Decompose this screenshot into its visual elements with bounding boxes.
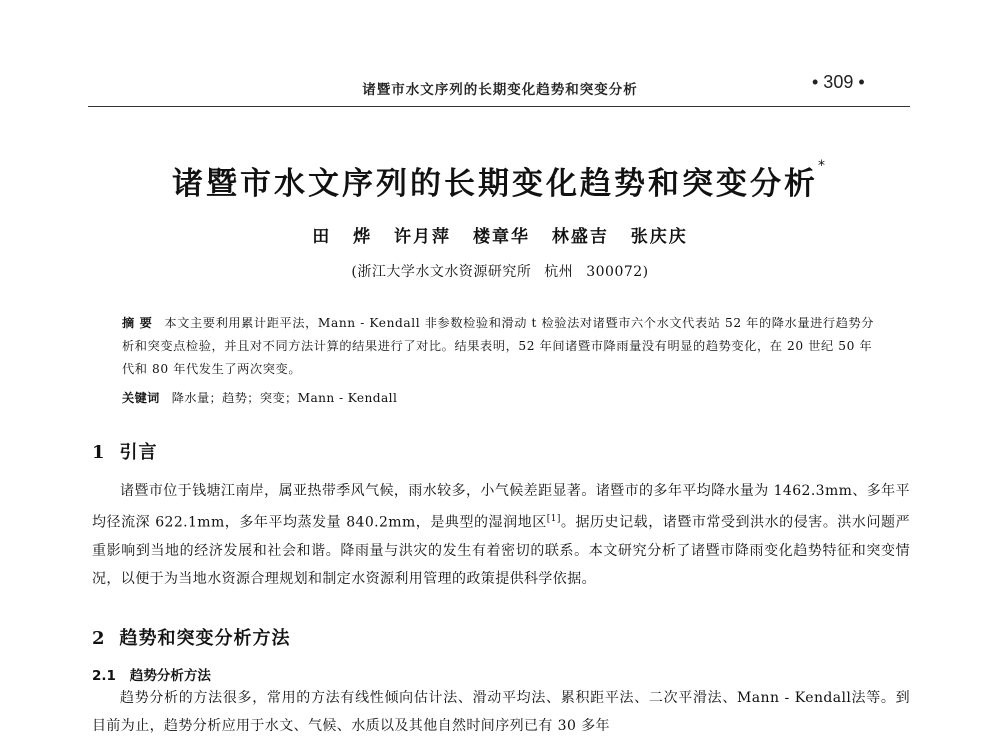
- subsection-paragraph: [92, 684, 910, 740]
- section-number: 2: [92, 628, 106, 649]
- para-text-b: 。据历史记载，诸暨市常受到洪水的侵害。洪水问题严重影响到当地的经济发展和社会和谐。降雨量与洪灾的发生有着密切的联系。本文研究分析了诸暨市降雨变化趋势特征和突变情况，以便于为当地水资源合理规划和制定水资源利用管理的政策提供科学依据。: [92, 514, 910, 587]
- keywords-label: 关键词: [122, 391, 160, 405]
- subsection-number: 2.1: [92, 668, 116, 684]
- abstract-label: 摘 要: [122, 316, 153, 330]
- citation-ref[interactable]: [1]: [546, 514, 561, 524]
- section-number: 1: [92, 442, 106, 463]
- affiliation: (浙江大学水文水资源研究所 杭州 300072): [351, 264, 649, 280]
- section-heading-1: [92, 438, 158, 464]
- section-1-paragraph: [92, 477, 910, 593]
- subsection-title: 趋势分析方法: [129, 668, 211, 684]
- running-title: 诸暨市水文序列的长期变化趋势和突变分析: [362, 82, 638, 98]
- title-footnote-mark: *: [818, 158, 828, 174]
- para-text-a: 诸暨市位于钱塘江南岸，属亚热带季风气候，雨水较多，小气候差距显著。诸暨市的多年平均降水量为 1462.3mm、多年平均径流深 622.1mm，多年平均蒸发量 840.2mm，是典型的湿润地区: [92, 483, 910, 531]
- subsection-text: 趋势分析的方法很多，常用的方法有线性倾向估计法、滑动平均法、累积距平法、二次平滑法、Mann - Kendall法等。到目前为止，趋势分析应用于水文、气候、水质以及其他自然时间序列已有 30 多年: [92, 690, 910, 734]
- header-rule: [88, 106, 910, 107]
- section-title: 趋势和突变分析方法: [119, 628, 291, 649]
- paper-title: [100, 158, 900, 203]
- title-text: 诸暨市水文序列的长期变化趋势和突变分析: [172, 166, 818, 202]
- section-heading-2: [92, 624, 291, 650]
- subsection-heading: [92, 664, 211, 684]
- keywords: [122, 389, 882, 406]
- page-number: • 309 •: [812, 72, 865, 92]
- authors: 田 烨 许月萍 楼章华 林盛吉 张庆庆: [312, 227, 688, 247]
- section-title: 引言: [119, 442, 158, 463]
- keywords-text: 降水量；趋势；突变；Mann - Kendall: [171, 391, 398, 405]
- abstract-text: 本文主要利用累计距平法，Mann - Kendall 非参数检验和滑动 t 检验法对诸暨市六个水文代表站 52 年的降水量进行趋势分析和突变点检验，并且对不同方法计算的结果进行了对比。结果表明，52 年间诸暨市降雨量没有明显的趋势变化，在 20 世纪 50 年代和 80 年代发生了两次突变。: [122, 316, 875, 376]
- abstract: [122, 312, 882, 381]
